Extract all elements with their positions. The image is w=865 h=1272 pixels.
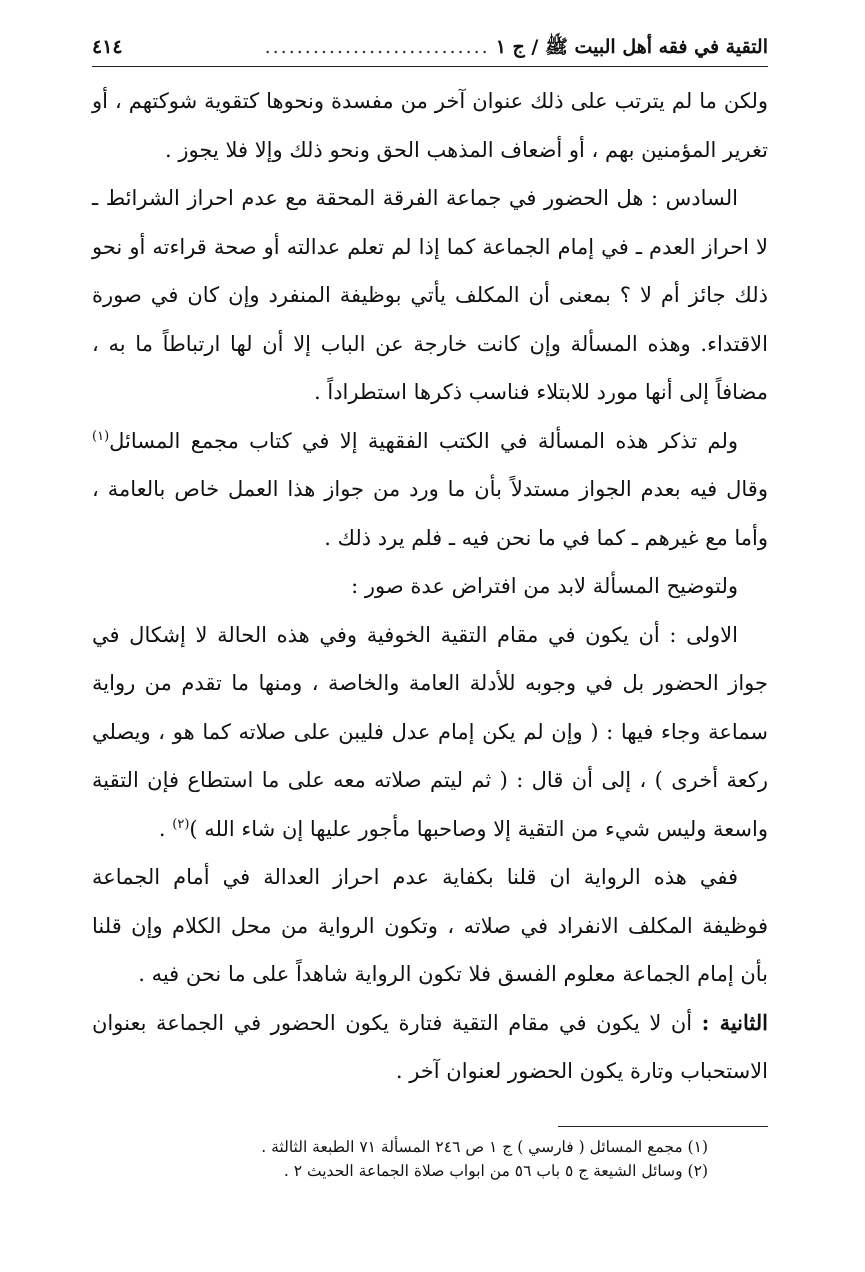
paragraph-text: ولكن ما لم يترتب على ذلك عنوان آخر من مفسدة ونحوها كتقوية شوكتهم ، أو تغرير المؤمنين بهم ، أو أضعاف المذهب الحق ونحو ذلك وإلا فلا يجوز . xyxy=(92,89,768,162)
paragraph-text: الاولى : أن يكون في مقام التقية الخوفية وفي هذه الحالة لا إشكال في جواز الحضور بل في وجوبه للأدلة العامة والخاصة ، ومنها ما تقدم من رواية سماعة وجاء فيها : ( وإن لم يكن إمام عدل فليبن على صلاته كما هو ، ويصلي ركعة أخرى ) ، إلى أن قال : ( ثم ليتم صلاته معه على ما استطاع فإن التقية واسعة وليس شيء من التقية إلا وصاحبها مأجور عليها إن شاء الله ) xyxy=(92,622,768,841)
footnote-item: (٢) وسائل الشيعة ج ٥ باب ٥٦ من ابواب صلاة الجماعة الحديث ٢ . xyxy=(283,1161,708,1180)
paragraph-lead: الثانية : xyxy=(701,1009,768,1035)
paragraph xyxy=(92,562,768,611)
paragraph xyxy=(92,417,768,563)
footnote-divider xyxy=(558,1126,768,1127)
paragraph xyxy=(92,77,768,174)
paragraph-text: ولم تذكر هذه المسألة في الكتب الفقهية إلا في كتاب مجمع المسائل xyxy=(109,428,738,453)
paragraph-text: ولتوضيح المسألة لابد من افتراض عدة صور : xyxy=(351,574,738,598)
paragraph-text: وقال فيه بعدم الجواز مستدلاً بأن ما ورد من جواز هذا العمل خاص بالعامة ، وأما مع غيرهم ـ كما في ما نحن فيه ـ فلم يرد ذلك . xyxy=(92,477,768,550)
paragraph xyxy=(92,174,768,417)
paragraph xyxy=(92,999,768,1096)
footnote-ref[interactable]: (١) xyxy=(92,428,110,444)
body-text xyxy=(92,77,768,1096)
page-number: ٤١٤ xyxy=(92,36,123,58)
footnote-ref[interactable]: (٢) xyxy=(172,816,190,832)
footnote-item: (١) مجمع المسائل ( فارسي ) ج ١ ص ٢٤٦ المسألة ٧١ الطبعة الثالثة . xyxy=(261,1137,708,1156)
header-leader-dots: ............................ xyxy=(264,36,490,58)
book-page xyxy=(92,30,768,1183)
footnotes xyxy=(92,1135,768,1183)
paragraph-text: أن لا يكون في مقام التقية فتارة يكون الحضور في الجماعة بعنوان الاستحباب وتارة يكون الحضور لعنوان آخر . xyxy=(92,1010,768,1083)
header-title: التقية في فقه أهل البيت ﷺ / ج ١ xyxy=(495,36,768,58)
paragraph-text: . xyxy=(158,816,173,841)
paragraph xyxy=(92,853,768,999)
paragraph-text: السادس : هل الحضور في جماعة الفرقة المحقة مع عدم احراز الشرائط ـ لا احراز العدم ـ في إمام الجماعة كما إذا لم تعلم عدالته أو صحة قراءته أو نحو ذلك جائز أم لا ؟ بمعنى أن المكلف يأتي بوظيفة المنفرد وإن كان في صورة الاقتداء. وهذه المسألة وإن كانت خارجة عن الباب إلا أن لها ارتباطاً ما به ، مضافاً إلى أنها مورد للابتلاء فناسب ذكرها استطراداً . xyxy=(92,186,768,404)
paragraph-text: ففي هذه الرواية ان قلنا بكفاية عدم احراز العدالة في أمام الجماعة فوظيفة المكلف الانفراد في صلاته ، وتكون الرواية من محل الكلام وإن قلنا بأن إمام الجماعة معلوم الفسق فلا تكون الرواية شاهداً على ما نحن فيه . xyxy=(92,865,768,986)
paragraph xyxy=(92,611,768,854)
running-header xyxy=(92,30,768,67)
